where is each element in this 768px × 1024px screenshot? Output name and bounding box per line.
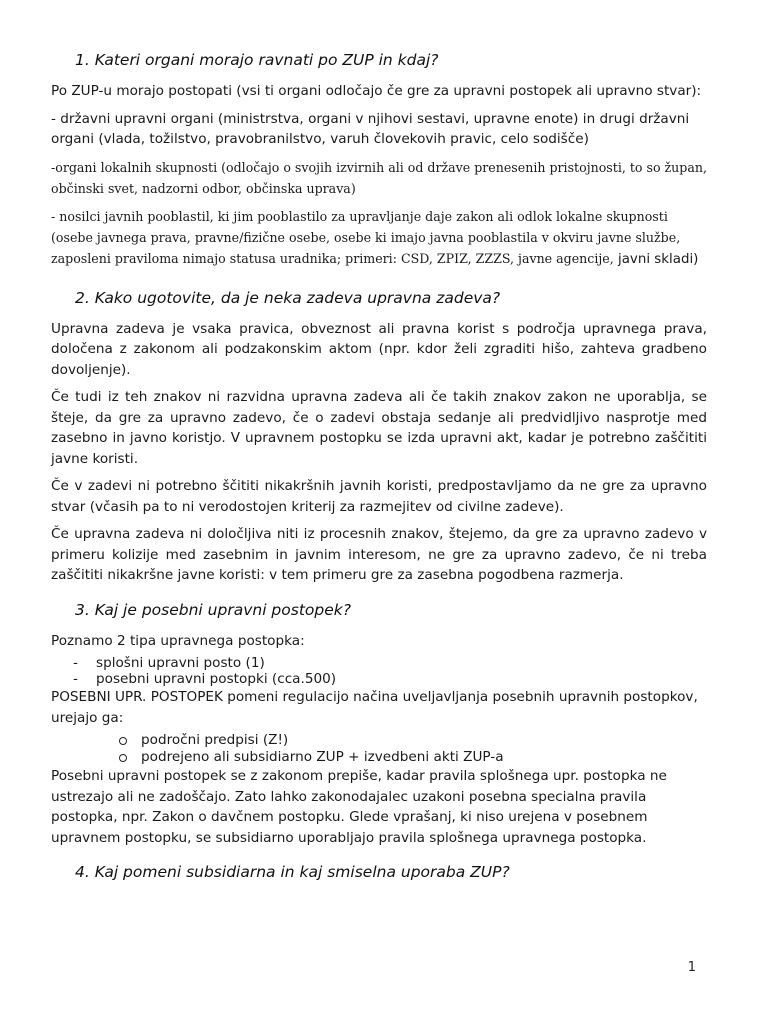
list-item-text: splošni upravni posto (1): [96, 655, 265, 671]
question-1-heading: 1. Kateri organi morajo ravnati po ZUP in kdaj?: [75, 51, 439, 69]
list-item-text: posebni upravni postopki (cca.500): [96, 671, 337, 687]
q3-types-list: [51, 655, 707, 687]
q1-item-public-authority: [51, 206, 707, 270]
q3-closing: Posebni upravni postopek se z zakonom prepiše, kadar pravila splošnega upr. postopka ne ustrezajo ali ne zadoščajo. Zato lahko zakonodajalec uzakoni posebna specialna pravila postopka, npr. Zakon o davčnem postopku. Glede vprašanj, ki niso urejena v posebnem upravnem postopku, se subsidiarno uporabljajo pravila splošnega upravnega postopka.: [51, 768, 667, 846]
dash-marker: -: [73, 671, 78, 687]
question-3-heading: 3. Kaj je posebni upravni postopek?: [75, 600, 351, 619]
q1-item-public-authority-tail: javni skladi): [613, 251, 699, 267]
list-item-text: področni predpisi (Z!): [141, 732, 289, 748]
q1-intro: Po ZUP-u morajo postopati (vsi ti organi odločajo če gre za upravni postopek ali upravno stvar):: [51, 83, 702, 99]
list-item: [51, 732, 707, 749]
q2-paragraph-1: Upravna zadeva je vsaka pravica, obveznost ali pravna korist s področja upravnega prava, določena z zakonom ali podzakonskim aktom (npr. kdor želi zgraditi hišo, zahteva gradbeno dovoljenje).: [51, 320, 707, 378]
page-number: 1: [687, 960, 696, 975]
dash-marker: -: [73, 655, 78, 671]
list-item: [51, 749, 707, 766]
q2-paragraph-2: Če tudi iz teh znakov ni razvidna upravna zadeva ali če takih znakov zakon ne uporablja, se šteje, da gre za upravno zadevo, če o zadevi obstaja sedanje ali predvidljivo nasprotje med zasebno in javno koristjo. V upravnem postopku se izda upravni akt, kadar je potrebno zaščititi javne koristi.: [51, 389, 707, 467]
question-4-heading: 4. Kaj pomeni subsidiarna in kaj smiselna uporaba ZUP?: [75, 863, 510, 881]
document-body: [51, 50, 707, 893]
q2-paragraph-3: Če v zadevi ni potrebno ščititi nikakršnih javnih koristi, predpostavljamo da ne gre za upravno stvar (včasih pa to ni verodostojen kriterij za razmejitev od civilne zadeve).: [51, 478, 707, 515]
list-item-text: podrejeno ali subsidiarno ZUP + izvedbeni akti ZUP-a: [141, 749, 504, 765]
q2-paragraph-4: Če upravna zadeva ni določljiva niti iz procesnih znakov, štejemo, da gre za upravno zadevo v primeru kolizije med zasebnim in javnim interesom, ne gre za upravno zadevo, če ni treba zaščititi nikakršne javne koristi: v tem primeru gre za zasebna pogodbena razmerja.: [51, 526, 707, 583]
circle-bullet-icon: [119, 754, 127, 762]
list-item: [51, 655, 707, 671]
q3-sources-list: [51, 732, 707, 766]
circle-bullet-icon: [119, 737, 127, 745]
question-2-heading: 2. Kako ugotovite, da je neka zadeva upravna zadeva?: [75, 288, 501, 307]
list-item: [51, 671, 707, 687]
q1-item-local-organs: -organi lokalnih skupnosti (odločajo o svojih izvirnih ali od države prenesenih pristojnosti, to so župan, občinski svet, nadzorni odbor, občinska uprava): [51, 159, 707, 196]
q1-item-public-authority-text: - nosilci javnih pooblastil, ki jim pooblastilo za upravljanje daje zakon ali odlok lokalne skupnosti (osebe javnega prava, pravne/fizične osebe, osebe ki imajo javna pooblastila v okviru javne službe, zaposleni praviloma nimajo statusa uradnika; primeri: CSD, ZPIZ, ZZZS, javne agencije,: [51, 208, 681, 266]
q3-intro: Poznamo 2 tipa upravnega postopka:: [51, 632, 305, 649]
q3-definition: POSEBNI UPR. POSTOPEK pomeni regulacijo načina uveljavljanja posebnih upravnih postopkov, urejajo ga:: [51, 689, 698, 726]
q1-item-state-organs: - državni upravni organi (ministrstva, organi v njihovi sestavi, upravne enote) in drugi državni organi (vlada, tožilstvo, pravobranilstvo, varuh človekovih pravic, celo sodišče): [51, 110, 690, 147]
